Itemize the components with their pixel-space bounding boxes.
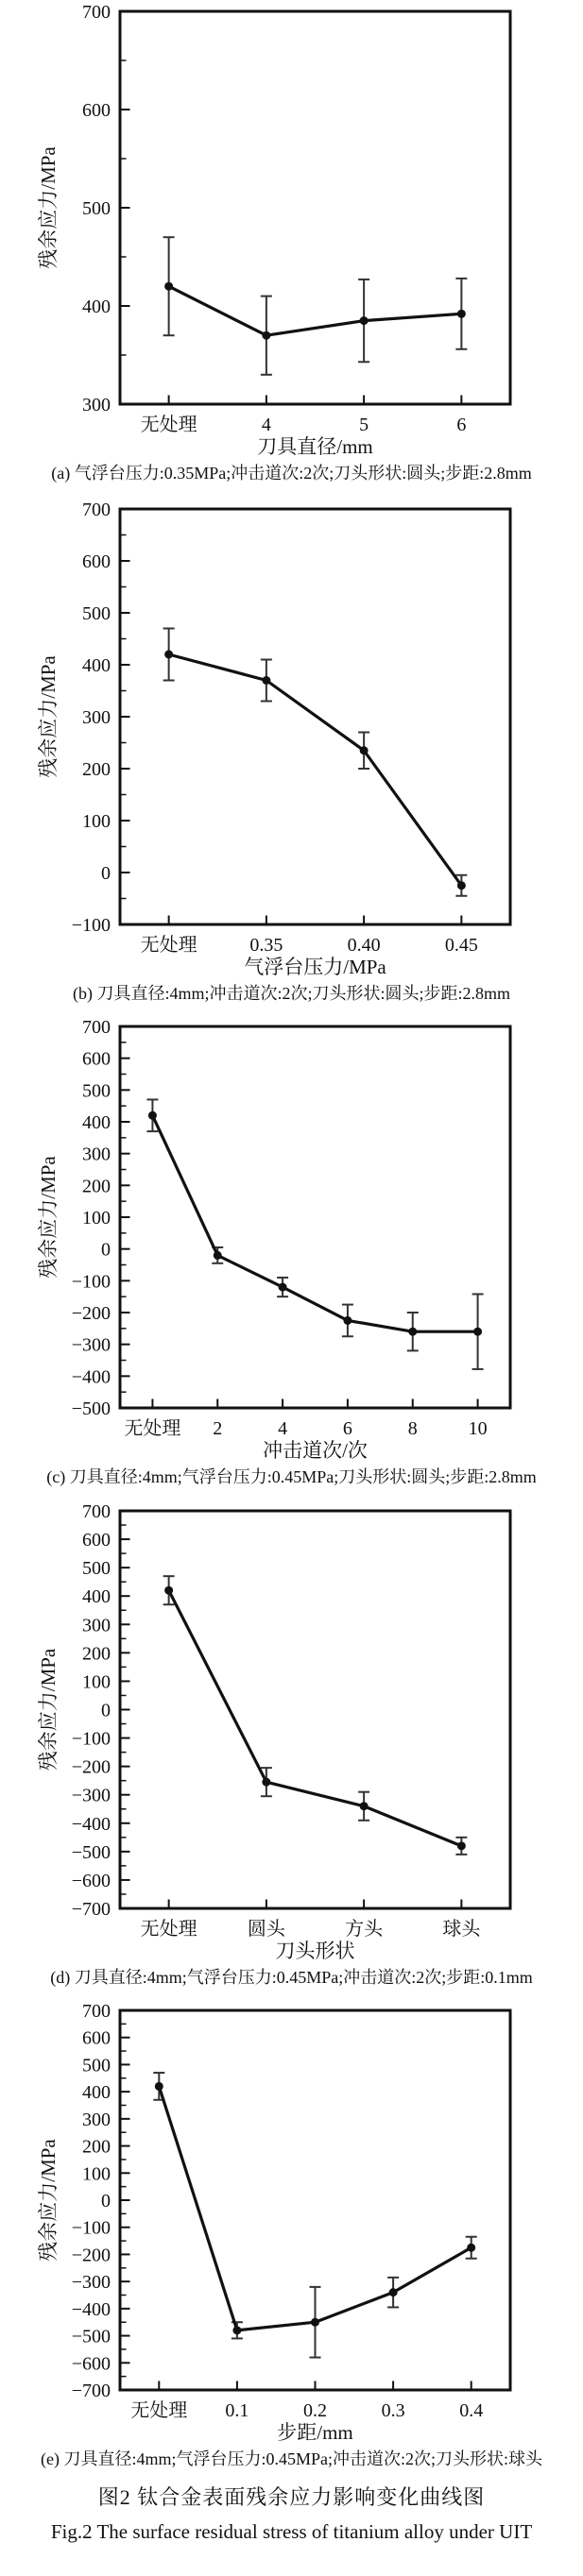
svg-text:−200: −200 — [71, 1756, 111, 1778]
svg-text:6: 6 — [456, 415, 467, 435]
chart-panel-c — [0, 1015, 583, 1488]
svg-text:300: 300 — [82, 395, 111, 415]
svg-text:600: 600 — [82, 551, 111, 572]
svg-text:−400: −400 — [71, 1366, 111, 1388]
svg-text:100: 100 — [82, 810, 111, 832]
svg-text:残余应力/MPa: 残余应力/MPa — [37, 1156, 60, 1279]
figure-title-en: Fig.2 The surface residual stress of titanium alloy under UIT — [50, 2519, 533, 2543]
chart-b-caption: (b) 刀具直径:4mm;冲击道次:2次;刀头形状:圆头;步距:2.8mm — [73, 983, 510, 1003]
svg-text:4: 4 — [261, 415, 271, 435]
svg-text:700: 700 — [82, 2001, 111, 2022]
svg-text:气浮台压力/MPa: 气浮台压力/MPa — [244, 955, 386, 978]
svg-text:400: 400 — [82, 654, 111, 676]
chart-panel-e — [0, 1999, 583, 2470]
chart-c-line-plot — [0, 1015, 583, 1463]
svg-text:球头: 球头 — [442, 1918, 481, 1940]
svg-text:冲击道次/次: 冲击道次/次 — [263, 1439, 368, 1462]
svg-text:500: 500 — [82, 1080, 111, 1102]
svg-text:刀具直径/mm: 刀具直径/mm — [257, 435, 373, 458]
figure-title-zh: 图2 钛合金表面残余应力影响变化曲线图 — [97, 2484, 486, 2509]
svg-text:−500: −500 — [71, 1841, 111, 1863]
svg-text:600: 600 — [82, 2027, 111, 2049]
svg-text:无处理: 无处理 — [140, 934, 197, 956]
svg-text:−700: −700 — [71, 1898, 111, 1920]
svg-text:700: 700 — [82, 1017, 111, 1038]
svg-text:−300: −300 — [71, 1785, 111, 1806]
svg-text:0: 0 — [101, 2191, 111, 2212]
svg-text:10: 10 — [468, 1418, 488, 1439]
svg-text:残余应力/MPa: 残余应力/MPa — [37, 1648, 60, 1771]
chart-c-caption: (c) 刀具直径:4mm;气浮台压力:0.45MPa;刀头形状:圆头;步距:2.8mm — [46, 1467, 537, 1486]
chart-panel-a — [0, 2, 583, 484]
chart-b-line-plot — [0, 496, 583, 979]
svg-text:−300: −300 — [71, 1334, 111, 1356]
svg-text:8: 8 — [407, 1418, 418, 1439]
svg-text:2: 2 — [213, 1418, 223, 1439]
chart-d-caption: (d) 刀具直径:4mm;气浮台压力:0.45MPa;冲击道次:2次;步距:0.1mm — [50, 1967, 533, 1987]
svg-text:−500: −500 — [71, 1398, 111, 1419]
svg-text:700: 700 — [82, 499, 111, 520]
svg-text:500: 500 — [82, 2055, 111, 2076]
svg-text:400: 400 — [82, 1585, 111, 1607]
svg-text:400: 400 — [82, 297, 111, 317]
svg-text:200: 200 — [82, 758, 111, 780]
svg-text:−600: −600 — [71, 1870, 111, 1891]
svg-text:0: 0 — [101, 1700, 111, 1720]
chart-e-caption: (e) 刀具直径:4mm;气浮台压力:0.45MPa;冲击道次:2次;刀头形状:球头 — [41, 2449, 542, 2468]
svg-text:−300: −300 — [71, 2272, 111, 2294]
svg-text:0.45: 0.45 — [444, 934, 478, 956]
svg-text:0: 0 — [101, 1239, 111, 1261]
svg-text:无处理: 无处理 — [130, 2400, 188, 2421]
chart-a-line-plot — [0, 2, 583, 459]
svg-text:300: 300 — [82, 1614, 111, 1635]
svg-text:300: 300 — [82, 706, 111, 728]
svg-text:−100: −100 — [71, 1271, 111, 1293]
svg-text:300: 300 — [82, 1144, 111, 1165]
svg-text:0.2: 0.2 — [303, 2400, 327, 2421]
svg-text:200: 200 — [82, 2136, 111, 2158]
chart-panel-b — [0, 496, 583, 1005]
svg-text:无处理: 无处理 — [140, 415, 197, 435]
svg-text:600: 600 — [82, 100, 111, 121]
chart-e-line-plot — [0, 1999, 583, 2445]
chart-d-line-plot — [0, 1500, 583, 1963]
svg-text:0.40: 0.40 — [347, 934, 381, 956]
chart-a-caption: (a) 气浮台压力:0.35MPa;冲击道次:2次;刀头形状:圆头;步距:2.8mm — [51, 464, 532, 483]
svg-text:600: 600 — [82, 1529, 111, 1551]
svg-text:400: 400 — [82, 2082, 111, 2104]
svg-text:0.3: 0.3 — [381, 2400, 405, 2421]
svg-text:−100: −100 — [71, 1728, 111, 1750]
svg-text:700: 700 — [82, 1500, 111, 1522]
svg-text:圆头: 圆头 — [247, 1918, 285, 1940]
svg-text:−400: −400 — [71, 2298, 111, 2320]
svg-text:无处理: 无处理 — [140, 1918, 197, 1940]
svg-text:500: 500 — [82, 198, 111, 219]
svg-text:600: 600 — [82, 1048, 111, 1070]
svg-text:0.4: 0.4 — [459, 2400, 484, 2421]
svg-text:5: 5 — [359, 415, 369, 435]
svg-text:500: 500 — [82, 602, 111, 624]
svg-text:残余应力/MPa: 残余应力/MPa — [37, 654, 60, 778]
svg-text:−200: −200 — [71, 1303, 111, 1324]
svg-text:4: 4 — [278, 1418, 288, 1439]
svg-text:300: 300 — [82, 2109, 111, 2130]
svg-text:100: 100 — [82, 1670, 111, 1692]
svg-text:200: 200 — [82, 1642, 111, 1664]
chart-panel-d — [0, 1500, 583, 1989]
svg-text:−500: −500 — [71, 2326, 111, 2347]
svg-text:−200: −200 — [71, 2245, 111, 2266]
svg-text:−400: −400 — [71, 1813, 111, 1835]
svg-text:400: 400 — [82, 1112, 111, 1133]
svg-text:残余应力/MPa: 残余应力/MPa — [37, 2139, 60, 2262]
svg-text:100: 100 — [82, 1208, 111, 1229]
svg-text:700: 700 — [82, 2, 111, 23]
svg-text:200: 200 — [82, 1176, 111, 1197]
svg-text:−600: −600 — [71, 2353, 111, 2375]
svg-text:步距/mm: 步距/mm — [277, 2421, 353, 2444]
svg-text:−100: −100 — [71, 2217, 111, 2239]
svg-text:100: 100 — [82, 2163, 111, 2185]
svg-text:0.1: 0.1 — [225, 2400, 249, 2421]
svg-text:0.35: 0.35 — [249, 934, 283, 956]
svg-text:残余应力/MPa: 残余应力/MPa — [37, 146, 60, 269]
svg-text:500: 500 — [82, 1557, 111, 1579]
svg-text:刀头形状: 刀头形状 — [275, 1939, 355, 1962]
svg-text:0: 0 — [101, 862, 111, 884]
svg-text:−100: −100 — [71, 914, 111, 936]
svg-text:6: 6 — [342, 1418, 352, 1439]
svg-text:无处理: 无处理 — [124, 1418, 181, 1439]
svg-text:方头: 方头 — [345, 1918, 384, 1940]
svg-text:−700: −700 — [71, 2381, 111, 2401]
